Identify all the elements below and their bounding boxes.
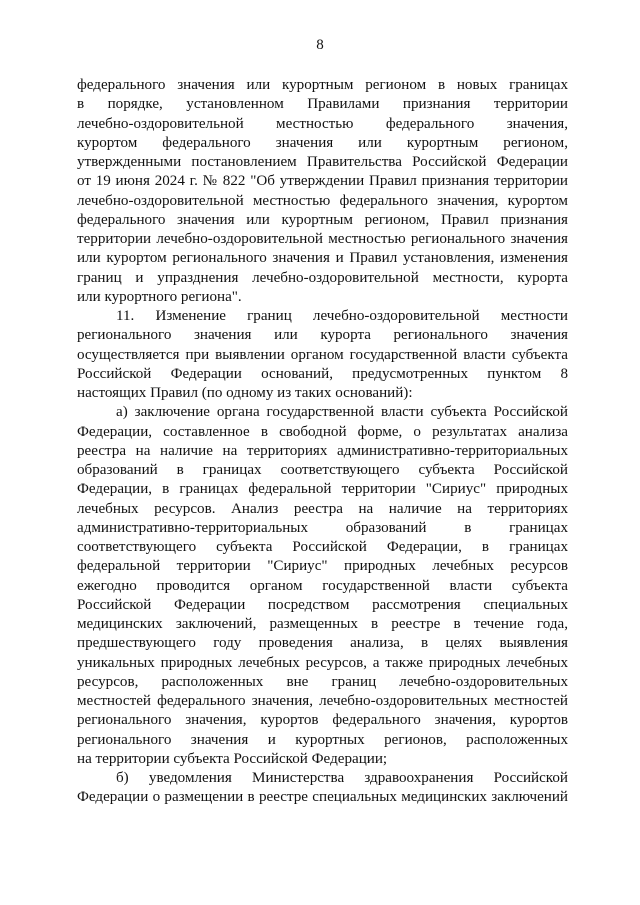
text-line: местностей федерального значения, лечебно-оздоровительных местностей	[77, 693, 568, 709]
text-line: регионального значения, курортов федерального значения, курортов	[77, 712, 568, 729]
text-line: реестра на наличие на территориях административно-территориальных	[77, 442, 568, 459]
text-line: регионального значения или курорта регионального значения	[77, 327, 568, 344]
text-line: предшествующего году проведения анализа, в целях выявления	[77, 635, 568, 652]
text-line: или курортом регионального значения и Правил установления, изменения	[77, 250, 568, 267]
text-line: уникальных природных лечебных ресурсов, а также природных лечебных	[77, 654, 568, 671]
text-line: б) уведомления Министерства здравоохранения Российской	[116, 770, 568, 786]
text-line: регионального значения и курортных регионов, расположенных	[77, 731, 568, 748]
text-line: лечебно-оздоровительной местностью федерального значения,	[77, 115, 568, 132]
text-line: Федерации, составленное в свободной форме, о результатах анализа	[77, 423, 568, 440]
text-line: или курортного региона".	[77, 288, 242, 305]
text-line: осуществляется при выявлении органом государственной власти субъекта	[77, 346, 568, 363]
text-line: лечебно-оздоровительной местностью федерального значения, курортом	[77, 192, 568, 209]
text-line: федерального значения или курортным регионом, Правил признания	[77, 211, 568, 228]
text-line: утвержденными постановлением Правительства Российской Федерации	[77, 154, 568, 170]
text-line: территории лечебно-оздоровительной местностью регионального значения	[77, 231, 568, 247]
text-line: ежегодно проводится органом государственной власти субъекта	[77, 577, 568, 594]
text-line: Российской Федерации посредством рассмотрения специальных	[77, 596, 568, 613]
text-line: медицинских заключений, размещенных в реестре в течение года,	[77, 616, 568, 632]
text-line: от 19 июня 2024 г. № 822 "Об утверждении Правил признания территории	[77, 173, 568, 190]
text-line: образований в границах соответствующего субъекта Российской	[77, 462, 568, 478]
text-line: федеральной территории "Сириус" природных лечебных ресурсов	[77, 558, 568, 575]
text-line: в порядке, установленном Правилами признания территории	[77, 96, 568, 113]
text-line: Федерации о размещении в реестре специальных медицинских заключений	[77, 789, 568, 806]
text-line: Федерации, в границах федеральной территории "Сириус" природных	[77, 481, 568, 498]
text-line: настоящих Правил (по одному из таких оснований):	[77, 385, 413, 401]
text-line: соответствующего субъекта Российской Федерации, в границах	[77, 539, 568, 555]
text-line: 11. Изменение границ лечебно-оздоровительной местности	[116, 308, 568, 324]
text-line: федерального значения или курортным регионом в новых границах	[77, 77, 568, 93]
page-number: 8	[316, 37, 324, 53]
text-line: административно-территориальных образований в границах	[77, 519, 568, 536]
text-line: на территории субъекта Российской Федерации;	[77, 750, 388, 767]
text-line: Российской Федерации оснований, предусмотренных пунктом 8	[77, 365, 568, 382]
body-text	[77, 76, 568, 808]
text-line: ресурсов, расположенных вне границ лечебно-оздоровительных	[77, 673, 568, 690]
text-line: границ и упразднения лечебно-оздоровительной местности, курорта	[77, 269, 568, 286]
text-line: курортом федерального значения или курортным регионом,	[77, 134, 568, 151]
text-line: а) заключение органа государственной власти субъекта Российской	[116, 404, 568, 421]
text-line: лечебных ресурсов. Анализ реестра на наличие на территориях	[77, 500, 568, 517]
